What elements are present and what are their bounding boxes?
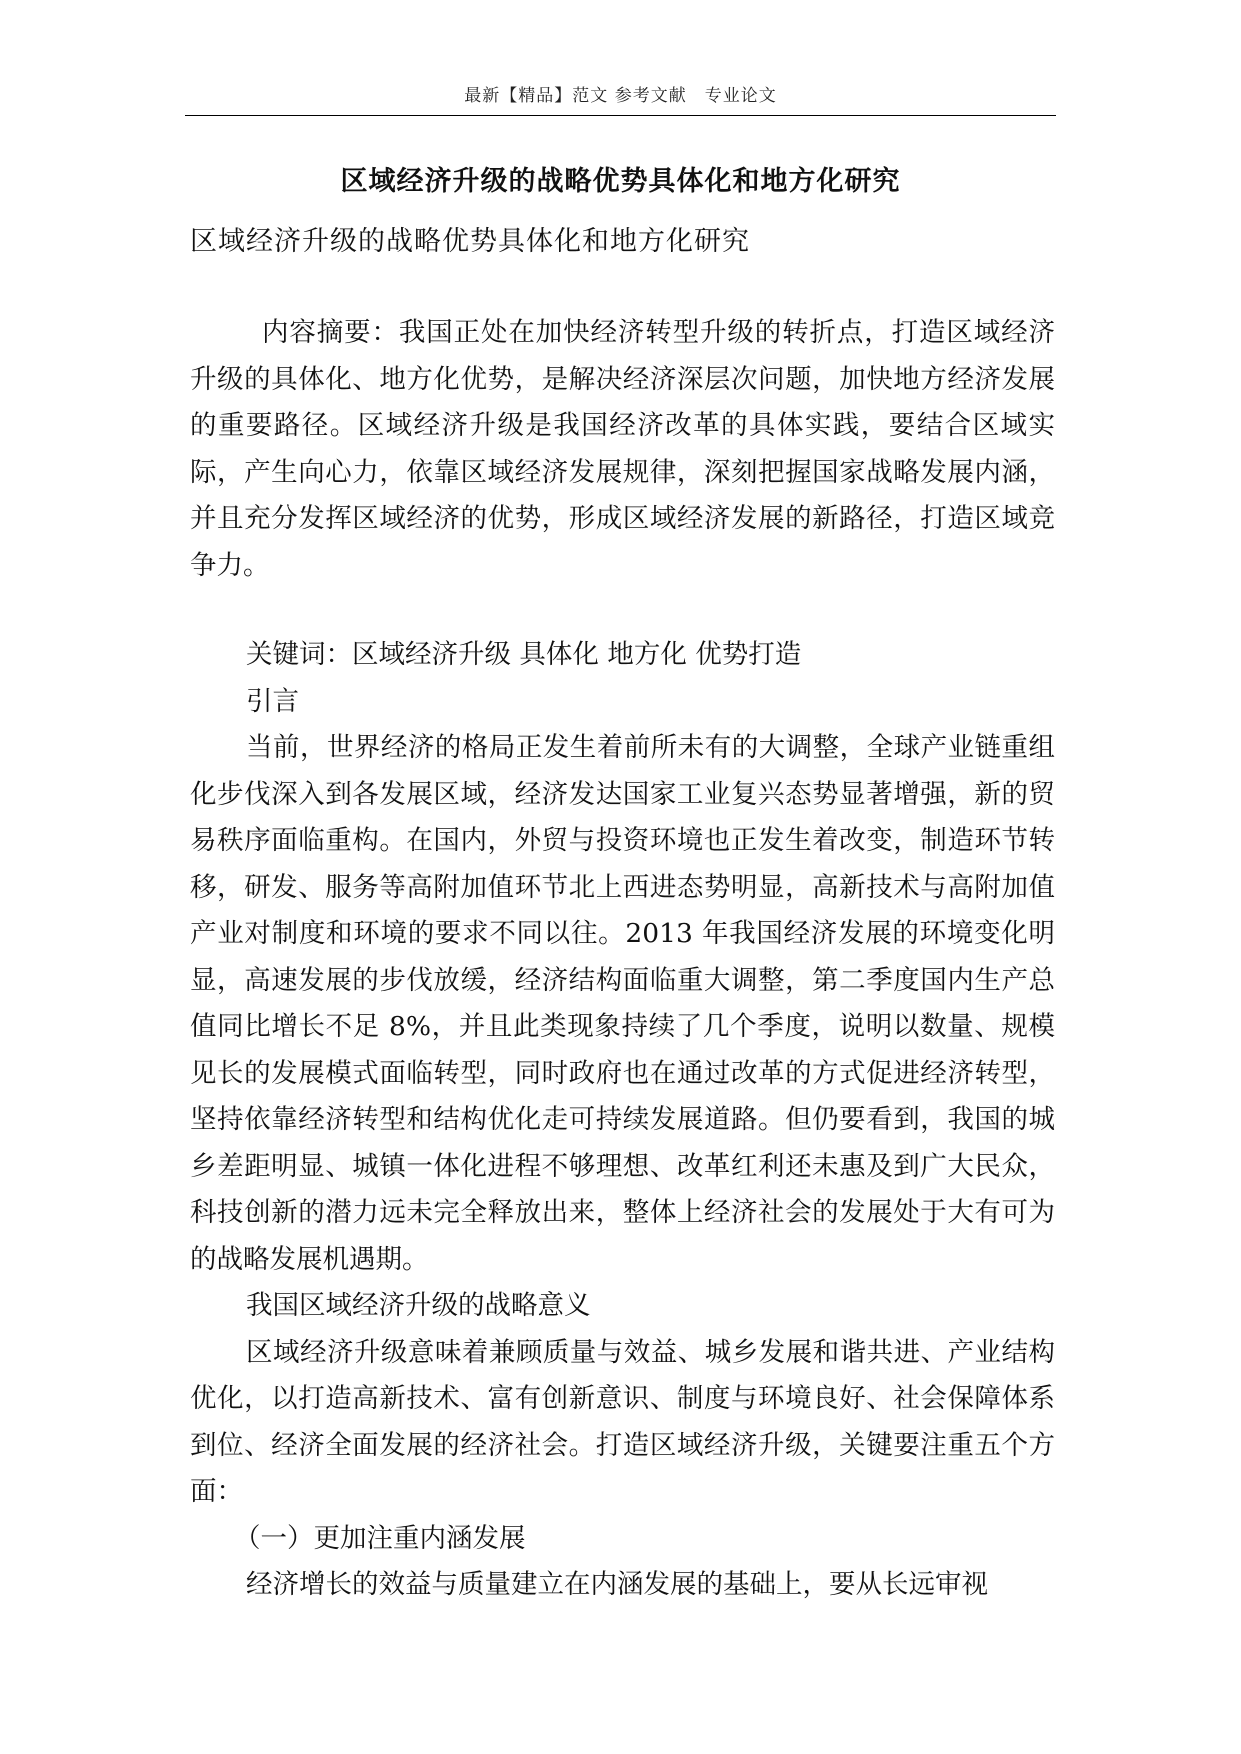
document-title: 区域经济升级的战略优势具体化和地方化研究 <box>340 166 901 197</box>
document-subtitle: 区域经济升级的战略优势具体化和地方化研究 <box>190 226 750 257</box>
keywords-line: 关键词：区域经济升级 具体化 地方化 优势打造 <box>246 639 802 670</box>
intro-paragraph: 当前，世界经济的格局正发生着前所未有的大调整，全球产业链重组化步伐深入到各发展区域，经济发达国家工业复兴态势显著增强，新的贸易秩序面临重构。在国内，外贸与投资环境也正发生着改变，制造环节转移，研发、服务等高附加值环节北上西进态势明显，高新技术与高附加值产业对制度和环境的要求不同以往。2013 年我国经济发展的环境变化明显，高速发展的步伐放缓，经济结构面临重大调整，第二季度国内生产总值同比增长不足 8%，并且此类现象持续了几个季度，说明以数量、规模见长的发展模式面临转型，同时政府也在通过改革的方式促进经济转型，坚持依靠经济转型和结构优化走可持续发展道路。但仍要看到，我国的城乡差距明显、城镇一体化进程不够理想、改革红利还未惠及到广大民众，科技创新的潜力远未完全释放出来，整体上经济社会的发展处于大有可为的战略发展机遇期。 <box>190 732 1055 1275</box>
section-heading: 我国区域经济升级的战略意义 <box>246 1290 591 1321</box>
sub-paragraph: 经济增长的效益与质量建立在内涵发展的基础上，要从长远审视 <box>246 1569 988 1600</box>
abstract-section <box>190 310 1055 589</box>
section-paragraph: 区域经济升级意味着兼顾质量与效益、城乡发展和谐共进、产业结构优化，以打造高新技术、富有创新意识、制度与环境良好、社会保障体系到位、经济全面发展的经济社会。打造区域经济升级，关键要注重五个方面： <box>190 1336 1055 1507</box>
page-header: 最新【精品】范文 参考文献 专业论文 <box>464 86 777 106</box>
main-body <box>190 632 1055 1609</box>
header-divider <box>185 115 1056 116</box>
sub-heading: （一）更加注重内涵发展 <box>234 1522 526 1554</box>
abstract-paragraph: 内容摘要：我国正处在加快经济转型升级的转折点，打造区域经济升级的具体化、地方化优势，是解决经济深层次问题，加快地方经济发展的重要路径。区域经济升级是我国经济改革的具体实践，要结合区域实际，产生向心力，依靠区域经济发展规律，深刻把握国家战略发展内涵，并且充分发挥区域经济的优势，形成区域经济发展的新路径，打造区域竞争力。 <box>190 317 1055 581</box>
intro-heading: 引言 <box>246 685 299 717</box>
